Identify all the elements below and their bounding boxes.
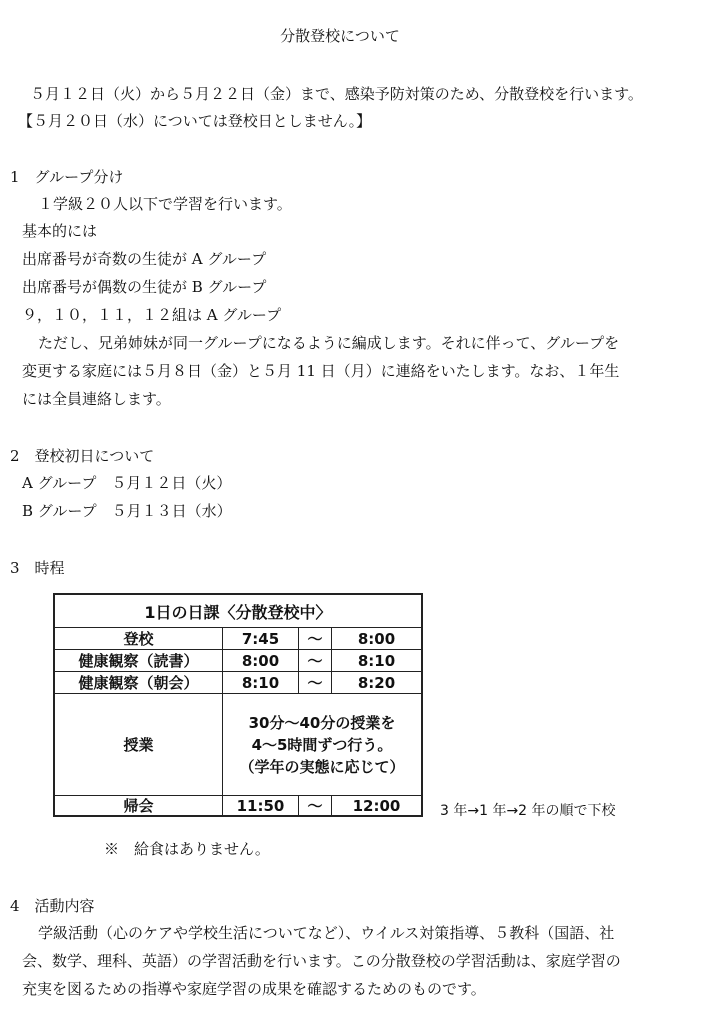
schedule-end-time: 12:00	[352, 796, 401, 815]
section-1-heading: 1 グループ分け	[10, 168, 124, 186]
class-description-line: 4～5時間ずつ行う。	[251, 735, 393, 754]
schedule-separator: ～	[307, 797, 323, 815]
schedule-start-time: 11:50	[236, 796, 285, 815]
section-2-heading: 2 登校初日について	[10, 447, 155, 465]
class-description-line: （学年の実態に応じて）	[239, 757, 405, 776]
section-2-line: B グループ ５月１３日（水）	[22, 502, 232, 520]
intro-line-1: ５月１２日（火）から５月２２日（金）まで、感染予防対策のため、分散登校を行います。	[30, 85, 643, 103]
schedule-label-class: 授業	[123, 736, 154, 754]
schedule-separator: ～	[307, 630, 323, 648]
section-1-line: には全員連絡します。	[22, 390, 171, 408]
intro-line-2: 【５月２０日（水）については登校日としません。】	[18, 112, 372, 130]
class-description-line: 30分～40分の授業を	[248, 713, 396, 732]
lunch-note: ※ 給食はありません。	[104, 840, 270, 858]
schedule-label: 健康観察（朝会）	[78, 674, 199, 692]
schedule-start-time: 8:00	[241, 651, 280, 670]
section-1-line: ９，１０，１１，１２組は A グループ	[22, 306, 282, 324]
dismissal-note: 3 年→1 年→2 年の順で下校	[440, 803, 616, 819]
schedule-start-time: 7:45	[241, 629, 280, 648]
schedule-label: 登校	[123, 630, 154, 648]
page-title: 分散登校について	[280, 27, 400, 45]
schedule-separator: ～	[307, 652, 323, 670]
schedule-end-time: 8:10	[357, 651, 396, 670]
section-4-line: 学級活動（心のケアや学校生活についてなど）、ウイルス対策指導、５教科（国語、社	[38, 924, 615, 942]
section-3-heading: 3 時程	[10, 559, 65, 577]
schedule-table	[53, 593, 423, 817]
section-1-line: 変更する家庭には５月８日（金）と５月 11 日（月）に連絡をいたします。なお、１年生	[22, 362, 620, 380]
section-1-line: 出席番号が偶数の生徒が B グループ	[22, 278, 267, 296]
schedule-label: 健康観察（読書）	[78, 652, 199, 670]
section-4-line: 会、数学、理科、英語）の学習活動を行います。この分散登校の学習活動は、家庭学習の	[22, 952, 621, 970]
schedule-separator: ～	[307, 674, 323, 692]
section-1-line: 出席番号が奇数の生徒が A グループ	[22, 250, 267, 268]
schedule-end-time: 8:20	[357, 673, 396, 692]
section-4-heading: 4 活動内容	[10, 897, 95, 915]
schedule-start-time: 8:10	[241, 673, 280, 692]
schedule-table-title: 1日の日課〈分散登校中〉	[144, 602, 332, 622]
section-4-line: 充実を図るための指導や家庭学習の成果を確認するためのものです。	[22, 980, 486, 998]
section-1-line: ただし、兄弟姉妹が同一グループになるように編成します。それに伴って、グループを	[38, 334, 620, 352]
section-1-line: １学級２０人以下で学習を行います。	[38, 195, 292, 213]
section-1-line: 基本的には	[22, 222, 98, 240]
schedule-label: 帰会	[123, 797, 154, 815]
class-description	[223, 694, 421, 795]
schedule-end-time: 8:00	[357, 629, 396, 648]
section-2-line: A グループ ５月１２日（火）	[22, 474, 232, 492]
